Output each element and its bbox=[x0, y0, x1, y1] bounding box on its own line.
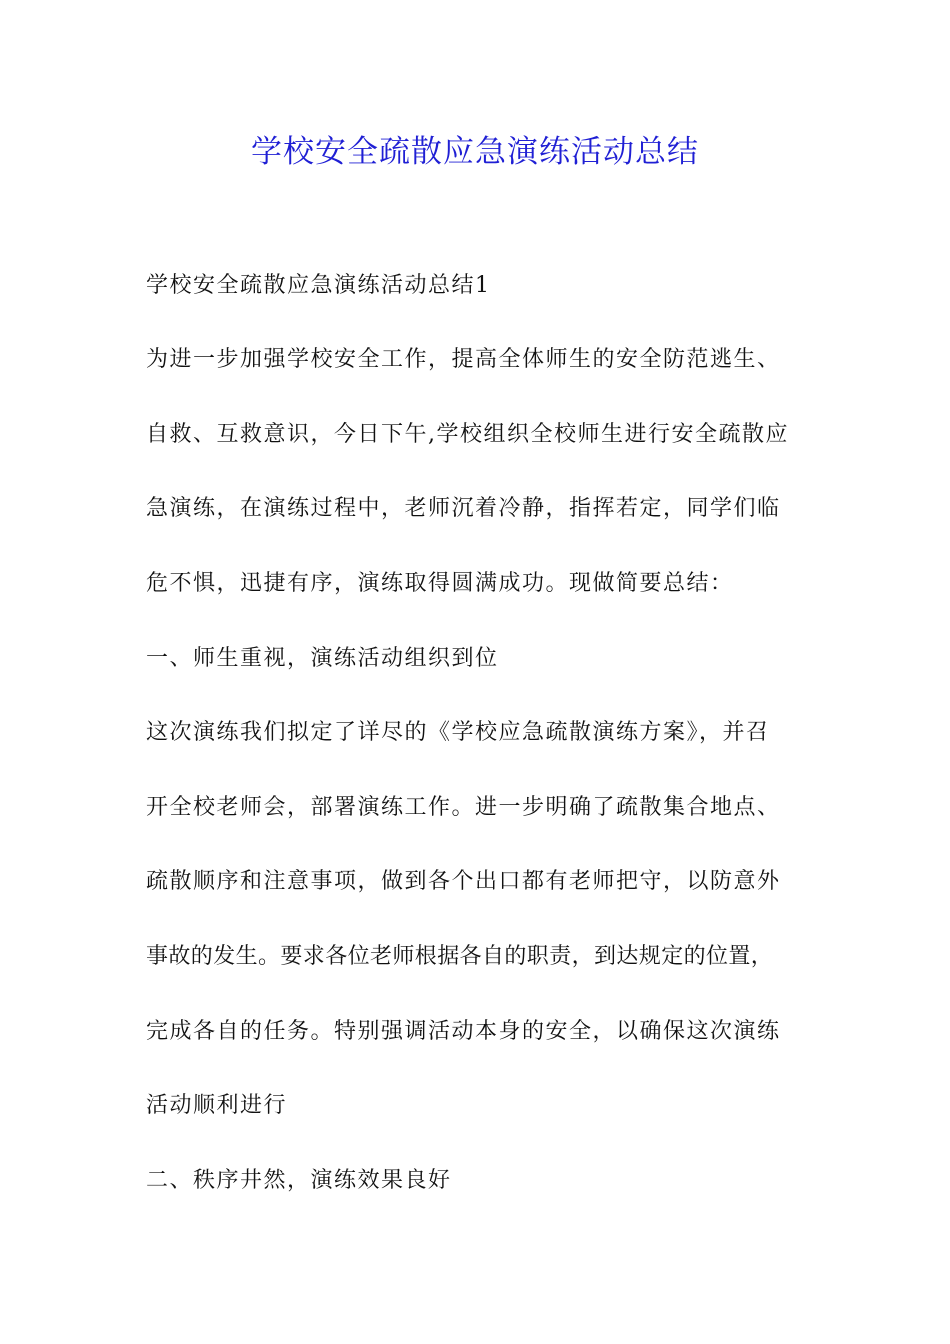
section-heading-2: 二、秩序井然，演练效果良好 bbox=[146, 1168, 452, 1193]
paragraph-line: 事故的发生。要求各位老师根据各自的职责，到达规定的位置， bbox=[146, 944, 774, 969]
paragraph-line: 疏散顺序和注意事项，做到各个出口都有老师把守，以防意外 bbox=[146, 869, 781, 894]
paragraph-line: 为进一步加强学校安全工作，提高全体师生的安全防范逃生、 bbox=[146, 347, 781, 372]
section-subtitle: 学校安全疏散应急演练活动总结1 bbox=[146, 273, 491, 298]
paragraph-line: 完成各自的任务。特别强调活动本身的安全，以确保这次演练 bbox=[146, 1019, 781, 1044]
document-title: 学校安全疏散应急演练活动总结 bbox=[251, 134, 699, 170]
section-heading-1: 一、师生重视，演练活动组织到位 bbox=[146, 646, 499, 671]
paragraph-line: 自救、互救意识，今日下午,学校组织全校师生进行安全疏散应 bbox=[146, 422, 789, 447]
paragraph-line: 急演练，在演练过程中，老师沉着冷静，指挥若定，同学们临 bbox=[146, 496, 781, 521]
paragraph-line: 这次演练我们拟定了详尽的《学校应急疏散演练方案》，并召 bbox=[146, 720, 770, 745]
paragraph-line: 活动顺利进行 bbox=[146, 1093, 288, 1118]
paragraph-line: 危不惧，迅捷有序，演练取得圆满成功。现做简要总结： bbox=[146, 571, 734, 596]
paragraph-line: 开全校老师会，部署演练工作。进一步明确了疏散集合地点、 bbox=[146, 795, 781, 820]
